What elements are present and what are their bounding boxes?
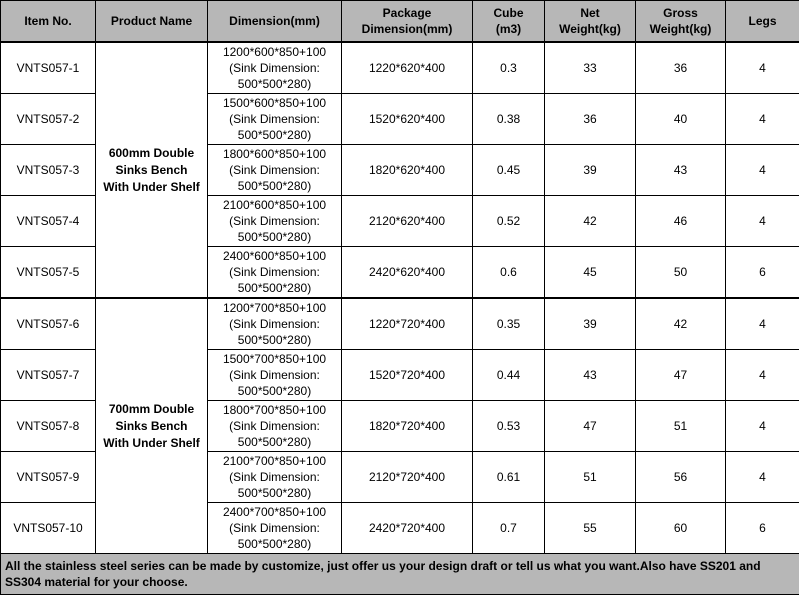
net-weight-cell: 45 [545,247,636,299]
gross-weight-cell: 36 [636,42,726,94]
legs-cell: 4 [726,452,799,503]
package-cell: 2120*720*400 [342,452,473,503]
table-row [1,298,799,350]
net-weight-cell: 47 [545,401,636,452]
dimension-cell: 2100*700*850+100 (Sink Dimension: 500*500*280) [208,452,342,503]
item-no-cell: VNTS057-6 [1,298,96,350]
dimension-cell: 2400*600*850+100 (Sink Dimension: 500*500*280) [208,247,342,299]
net-weight-cell: 43 [545,350,636,401]
gross-weight-cell: 42 [636,298,726,350]
dimension-cell: 1500*700*850+100 (Sink Dimension: 500*500*280) [208,350,342,401]
gross-weight-cell: 51 [636,401,726,452]
net-weight-cell: 39 [545,298,636,350]
table-body [1,42,799,554]
legs-cell: 4 [726,350,799,401]
cube-cell: 0.6 [473,247,545,299]
net-weight-cell: 55 [545,503,636,554]
item-no-cell: VNTS057-9 [1,452,96,503]
dimension-cell: 1200*600*850+100 (Sink Dimension: 500*500*280) [208,42,342,94]
legs-cell: 4 [726,196,799,247]
package-cell: 1520*720*400 [342,350,473,401]
package-cell: 1220*720*400 [342,298,473,350]
net-weight-cell: 39 [545,145,636,196]
net-weight-cell: 51 [545,452,636,503]
legs-cell: 4 [726,401,799,452]
dimension-cell: 1800*600*850+100 (Sink Dimension: 500*500*280) [208,145,342,196]
header-package-dimension: Package Dimension(mm) [342,1,473,43]
dimension-cell: 2400*700*850+100 (Sink Dimension: 500*500*280) [208,503,342,554]
cube-cell: 0.7 [473,503,545,554]
package-cell: 1220*620*400 [342,42,473,94]
item-no-cell: VNTS057-8 [1,401,96,452]
header-gross-weight: Gross Weight(kg) [636,1,726,43]
gross-weight-cell: 60 [636,503,726,554]
package-cell: 2120*620*400 [342,196,473,247]
footer-note: All the stainless steel series can be made by customize, just offer us your design draft or tell us what you want.Also have SS201 and SS304 material for your choose. [1,554,799,595]
cube-cell: 0.53 [473,401,545,452]
cube-cell: 0.3 [473,42,545,94]
package-cell: 1520*620*400 [342,94,473,145]
header-product-name: Product Name [96,1,208,43]
item-no-cell: VNTS057-10 [1,503,96,554]
gross-weight-cell: 46 [636,196,726,247]
gross-weight-cell: 47 [636,350,726,401]
item-no-cell: VNTS057-4 [1,196,96,247]
item-no-cell: VNTS057-2 [1,94,96,145]
header-net-weight: Net Weight(kg) [545,1,636,43]
package-cell: 2420*620*400 [342,247,473,299]
header-cube: Cube (m3) [473,1,545,43]
dimension-cell: 2100*600*850+100 (Sink Dimension: 500*500*280) [208,196,342,247]
header-legs: Legs [726,1,799,43]
legs-cell: 4 [726,94,799,145]
net-weight-cell: 33 [545,42,636,94]
net-weight-cell: 36 [545,94,636,145]
package-cell: 1820*620*400 [342,145,473,196]
item-no-cell: VNTS057-7 [1,350,96,401]
cube-cell: 0.38 [473,94,545,145]
cube-cell: 0.45 [473,145,545,196]
cube-cell: 0.35 [473,298,545,350]
gross-weight-cell: 40 [636,94,726,145]
table-row [1,42,799,94]
legs-cell: 4 [726,145,799,196]
legs-cell: 4 [726,42,799,94]
net-weight-cell: 42 [545,196,636,247]
legs-cell: 4 [726,298,799,350]
gross-weight-cell: 43 [636,145,726,196]
legs-cell: 6 [726,503,799,554]
header-row [1,1,799,43]
cube-cell: 0.52 [473,196,545,247]
legs-cell: 6 [726,247,799,299]
product-name-cell: 700mm Double Sinks Bench With Under Shelf [96,298,208,554]
gross-weight-cell: 56 [636,452,726,503]
header-dimension: Dimension(mm) [208,1,342,43]
cube-cell: 0.61 [473,452,545,503]
dimension-cell: 1800*700*850+100 (Sink Dimension: 500*500*280) [208,401,342,452]
gross-weight-cell: 50 [636,247,726,299]
footer-row [1,554,799,595]
item-no-cell: VNTS057-3 [1,145,96,196]
product-name-cell: 600mm Double Sinks Bench With Under Shelf [96,42,208,298]
item-no-cell: VNTS057-1 [1,42,96,94]
header-item-no: Item No. [1,1,96,43]
dimension-cell: 1500*600*850+100 (Sink Dimension: 500*500*280) [208,94,342,145]
package-cell: 2420*720*400 [342,503,473,554]
dimension-cell: 1200*700*850+100 (Sink Dimension: 500*500*280) [208,298,342,350]
cube-cell: 0.44 [473,350,545,401]
package-cell: 1820*720*400 [342,401,473,452]
item-no-cell: VNTS057-5 [1,247,96,299]
